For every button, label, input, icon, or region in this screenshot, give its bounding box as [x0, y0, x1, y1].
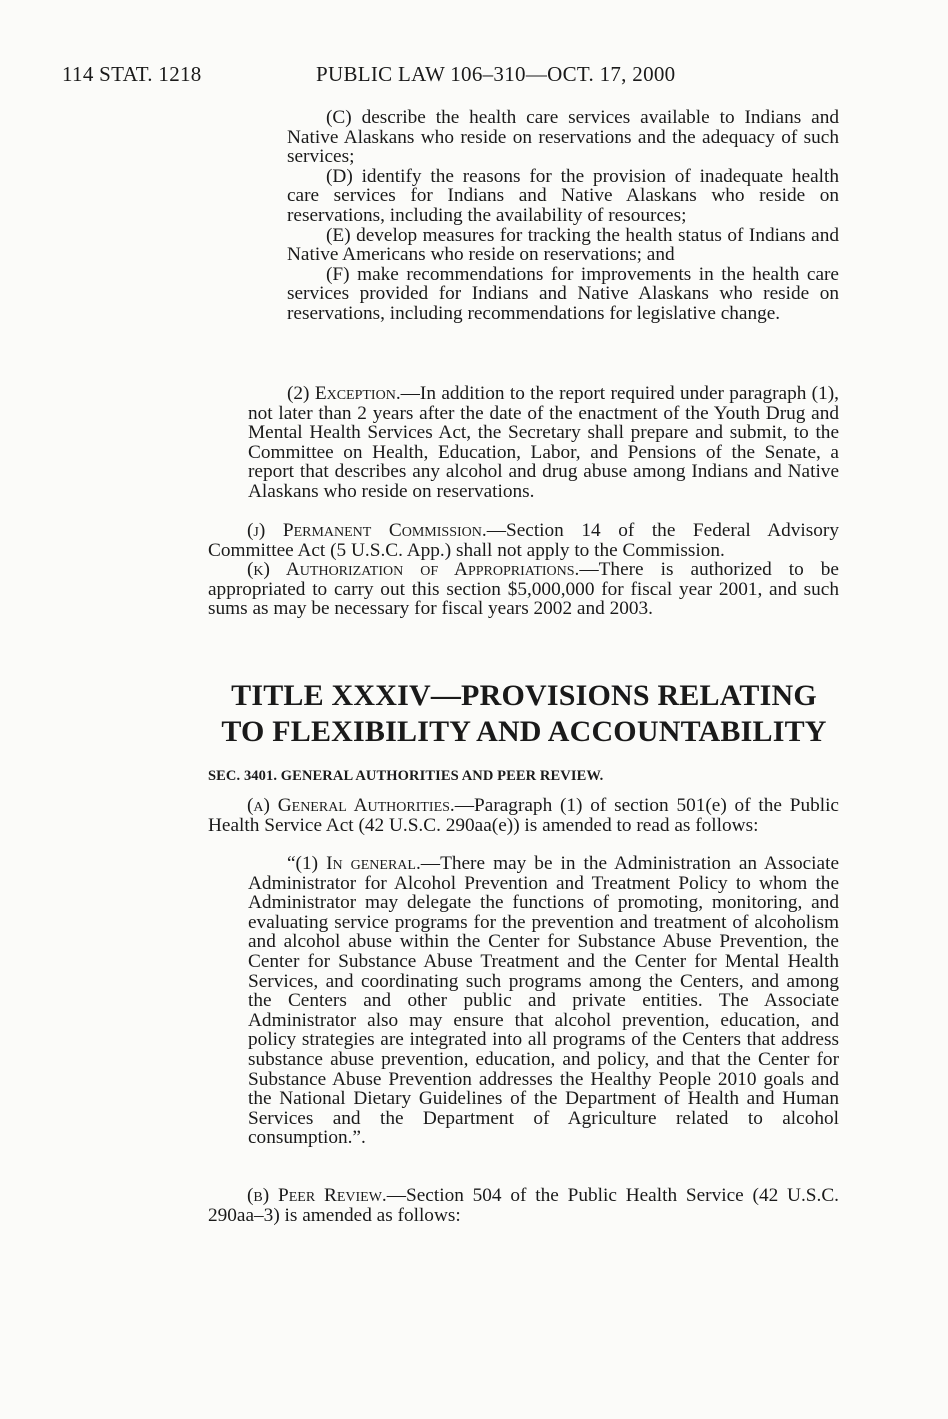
authorization-label: (k) Authorization of Appropriations. [247, 559, 580, 581]
title-heading [150, 678, 898, 750]
exception-paragraph [248, 384, 839, 502]
title-line-2: TO FLEXIBILITY AND ACCOUNTABILITY [221, 715, 827, 748]
general-authorities-text: —Paragraph (1) of section 501(e) of the Public Health Service Act (42 U.S.C. 290aa(e)) is amended to read as follows: [208, 795, 839, 836]
items-c-through-f [287, 108, 839, 324]
item-d: (D) identify the reasons for the provision of inadequate health care services for Indians and Native Alaskans who reside on reservations, including the availability of resources; [287, 165, 839, 226]
general-authorities-label: (a) General Authorities. [247, 795, 455, 816]
peer-review-label: (b) Peer Review. [247, 1185, 387, 1206]
in-general-text: —There may be in the Administration an Associate Administrator for Alcohol Prevention and Treatment Policy to whom the Administrator may delegate the functions of promoting, monitoring, and evaluating service programs for the prevention and treatment of alcoholism and alcohol abuse within the Center for Substance Abuse Prevention, the Center for Substance Abuse Treatment and the Center for Mental Health Services, and coordinating such programs among the Centers, and among the Centers and other public and private entities. The Associate Administrator also may ensure that alcohol prevention, education, and policy strategies are integrated into all programs of the Centers that address substance abuse prevention, education, and policy, and that the Center for Substance Abuse Prevention addresses the Healthy People 2010 goals and the National Dietary Guidelines of the Department of Health and Human Services and the Department of Agriculture related to alcohol consumption.”. [248, 853, 839, 1149]
subsections-j-k [208, 521, 839, 619]
item-e: (E) develop measures for tracking the health status of Indians and Native Americans who reside on reservations; and [287, 224, 839, 266]
item-c: (C) describe the health care services available to Indians and Native Alaskans who reside on reservations and the adequacy of such services; [287, 107, 839, 168]
public-law-citation: PUBLIC LAW 106–310—OCT. 17, 2000 [316, 62, 676, 86]
subsection-a [208, 796, 839, 835]
permanent-commission-text: —Section 14 of the Federal Advisory Committee Act (5 U.S.C. App.) shall not apply to the Commission. [208, 520, 839, 561]
permanent-commission-label: (j) Permanent Commission. [247, 520, 487, 541]
authorization-text: —There is authorized to be appropriated to carry out this section $5,000,000 for fiscal year 2001, and such sums as may be necessary for fiscal years 2002 and 2003. [208, 559, 839, 620]
item-f: (F) make recommendations for improvements in the health care services provided for Indians and Native Alaskans who reside on reservations, including recommendations for legislative change. [287, 263, 839, 324]
section-heading: SEC. 3401. GENERAL AUTHORITIES AND PEER REVIEW. [208, 768, 604, 784]
statute-page-number: 114 STAT. 1218 [62, 62, 202, 86]
exception-label: (2) Exception. [287, 383, 401, 404]
quoted-paragraph [248, 854, 839, 1148]
peer-review-text: —Section 504 of the Public Health Service (42 U.S.C. 290aa–3) is amended as follows: [208, 1185, 839, 1226]
in-general-label: “(1) In general. [287, 853, 421, 874]
subsection-b [208, 1186, 839, 1225]
title-line-1: TITLE XXXIV—PROVISIONS RELATING [231, 679, 817, 712]
exception-text: —In addition to the report required under paragraph (1), not later than 2 years after the date of the enactment of the Youth Drug and Mental Health Services Act, the Secretary shall prepare and submit, to the Committee on Health, Education, Labor, and Pensions of the Senate, a report that describes any alcohol and drug abuse among Indians and Native Alaskans who reside on reservations. [248, 383, 839, 502]
